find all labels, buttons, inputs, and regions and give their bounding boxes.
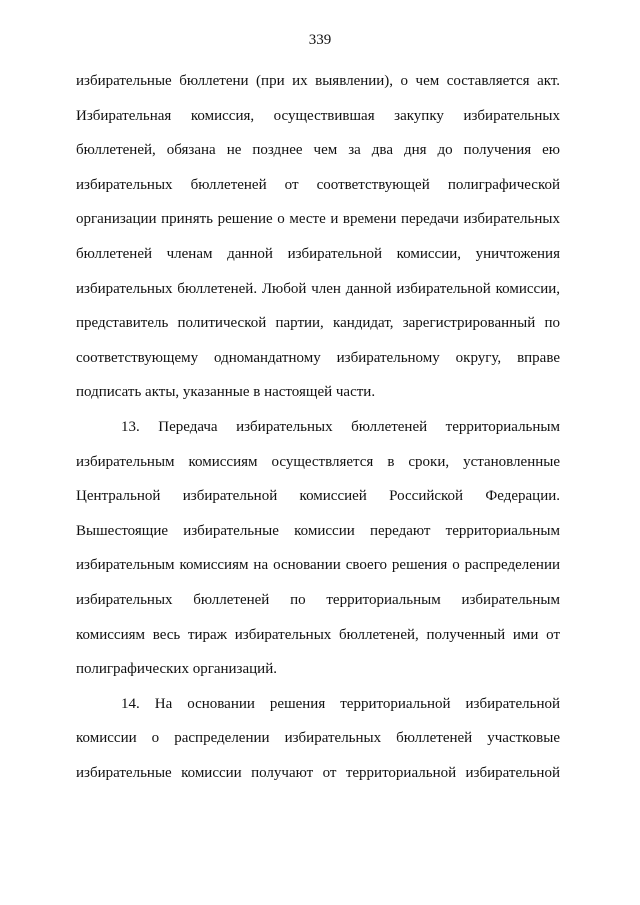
text-line: подписать акты, указанные в настоящей части. bbox=[76, 384, 376, 401]
text-line: Центральной избирательной комиссией Российской Федерации. bbox=[76, 488, 560, 505]
paragraph-13 bbox=[76, 410, 560, 687]
document-body bbox=[76, 64, 560, 790]
text-line: избирательным комиссиям осуществляется в сроки, установленные bbox=[76, 453, 560, 470]
paragraph-14 bbox=[76, 687, 560, 791]
text-line: избирательных бюллетеней от соответствующей полиграфической bbox=[76, 176, 560, 193]
text-line: избирательным комиссиям на основании своего решения о распределении bbox=[76, 557, 560, 574]
text-line: избирательные комиссии получают от территориальной избирательной bbox=[76, 764, 560, 781]
text-line: представитель политической партии, кандидат, зарегистрированный по bbox=[76, 315, 560, 332]
paragraph-continuation bbox=[76, 64, 560, 410]
text-line: бюллетеней, обязана не позднее чем за два дня до получения ею bbox=[76, 142, 560, 159]
text-line: Вышестоящие избирательные комиссии передают территориальным bbox=[76, 522, 560, 539]
page-number: 339 bbox=[308, 32, 332, 48]
text-line: избирательных бюллетеней. Любой член данной избирательной комиссии, bbox=[76, 280, 560, 297]
text-line: 14. На основании решения территориальной избирательной bbox=[121, 695, 560, 712]
text-line: Избирательная комиссия, осуществившая закупку избирательных bbox=[76, 107, 560, 124]
text-line: комиссиям весь тираж избирательных бюллетеней, полученный ими от bbox=[76, 626, 560, 643]
text-line: полиграфических организаций. bbox=[76, 661, 277, 678]
text-line: организации принять решение о месте и времени передачи избирательных bbox=[76, 211, 560, 228]
text-line: комиссии о распределении избирательных бюллетеней участковые bbox=[76, 730, 560, 747]
text-line: соответствующему одномандатному избирательному округу, вправе bbox=[76, 349, 560, 366]
text-line: избирательные бюллетени (при их выявлении), о чем составляется акт. bbox=[76, 73, 560, 89]
text-line: бюллетеней членам данной избирательной комиссии, уничтожения bbox=[76, 245, 560, 262]
text-line: 13. Передача избирательных бюллетеней территориальным bbox=[121, 418, 560, 435]
text-line: избирательных бюллетеней по территориальным избирательным bbox=[76, 591, 560, 608]
